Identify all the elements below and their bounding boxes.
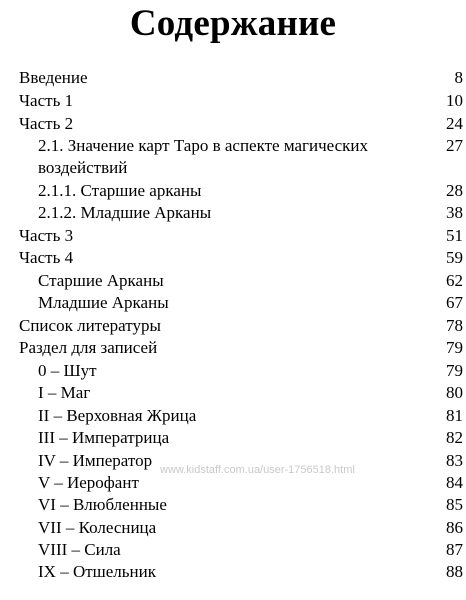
toc-entry-page: 78 [446,316,463,335]
toc-entry[interactable] [0,292,466,314]
toc-entry-page: 86 [446,518,463,537]
toc-entry-label: 2.1.2. Младшие Арканы [38,203,212,222]
toc-entry-page: 10 [446,91,463,110]
toc-entry[interactable] [0,90,466,112]
toc-entry[interactable] [0,382,466,404]
toc-entry-label: VII – Колесница [38,518,157,537]
toc-entry-label: Список литературы [19,316,161,335]
toc-entry-label: 0 – Шут [38,361,97,380]
toc-entry-page: 87 [446,540,463,559]
toc-entry-page: 67 [446,293,463,312]
watermark: www.kidstaff.com.ua/user-1756518.html [160,464,355,476]
toc-entry-page: 59 [446,248,463,267]
toc-entry[interactable] [0,427,466,449]
toc-entry-page: 88 [446,562,463,581]
toc-entry-page: 79 [446,361,463,380]
toc-entry-label: Часть 2 [19,114,74,133]
toc-entry[interactable] [0,180,466,202]
toc-entry[interactable] [0,494,466,516]
toc-entry-page: 8 [454,68,463,87]
toc-entry-label: IV – Император [38,451,153,470]
toc-entry-page: 38 [446,203,463,222]
toc-entry-page: 62 [446,271,463,290]
toc-entry-label: III – Императрица [38,428,170,447]
toc-entry-page: 24 [446,114,463,133]
toc-entry-page: 84 [446,473,463,492]
toc-entry-label: Введение [19,68,88,87]
toc-entry[interactable] [0,337,466,359]
toc-entry-page: 81 [446,406,463,425]
toc-entry[interactable] [0,539,466,561]
toc-entry[interactable] [0,67,466,89]
toc-entry-page: 82 [446,428,463,447]
toc-entry-label: I – Маг [38,383,91,402]
toc-entry-page: 28 [446,181,463,200]
toc-entry-page: 79 [446,338,463,357]
toc-entry-label: Раздел для записей [19,338,158,357]
toc-entry[interactable] [0,360,466,382]
toc-entry-label: Часть 1 [19,91,74,110]
toc-entry[interactable] [0,113,466,135]
toc-entry-page: 80 [446,383,463,402]
toc-entry-label: IX – Отшельник [38,562,156,581]
toc-entry-label: VI – Влюбленные [38,495,167,514]
toc-entry-label: 2.1. Значение карт Таро в аспекте магических воздействий [38,136,369,177]
toc-entry[interactable] [0,135,466,179]
toc-entry-label: Часть 4 [19,248,74,267]
toc-entry[interactable] [0,247,466,269]
toc-entry-label: Старшие Арканы [38,271,164,290]
toc-entry[interactable] [0,225,466,247]
page-title: Содержание [129,3,337,44]
toc-entry[interactable] [0,561,466,583]
toc-entry-label: Часть 3 [19,226,74,245]
toc-entry-label: VIII – Сила [38,540,121,559]
toc-entry[interactable] [0,517,466,539]
toc-entry[interactable] [0,405,466,427]
toc-entry-page: 85 [446,495,463,514]
toc-entry[interactable] [0,315,466,337]
toc-entry-page: 27 [446,136,463,155]
toc-entry-label: Младшие Арканы [38,293,169,312]
toc-entry-label: V – Иерофант [38,473,139,492]
toc-entry-label: II – Верховная Жрица [38,406,197,425]
toc-entry[interactable] [0,202,466,224]
toc-entry-label: 2.1.1. Старшие арканы [38,181,202,200]
toc-entry-page: 51 [446,226,463,245]
toc-entry[interactable] [0,270,466,292]
toc-entry-page: 83 [446,451,463,470]
